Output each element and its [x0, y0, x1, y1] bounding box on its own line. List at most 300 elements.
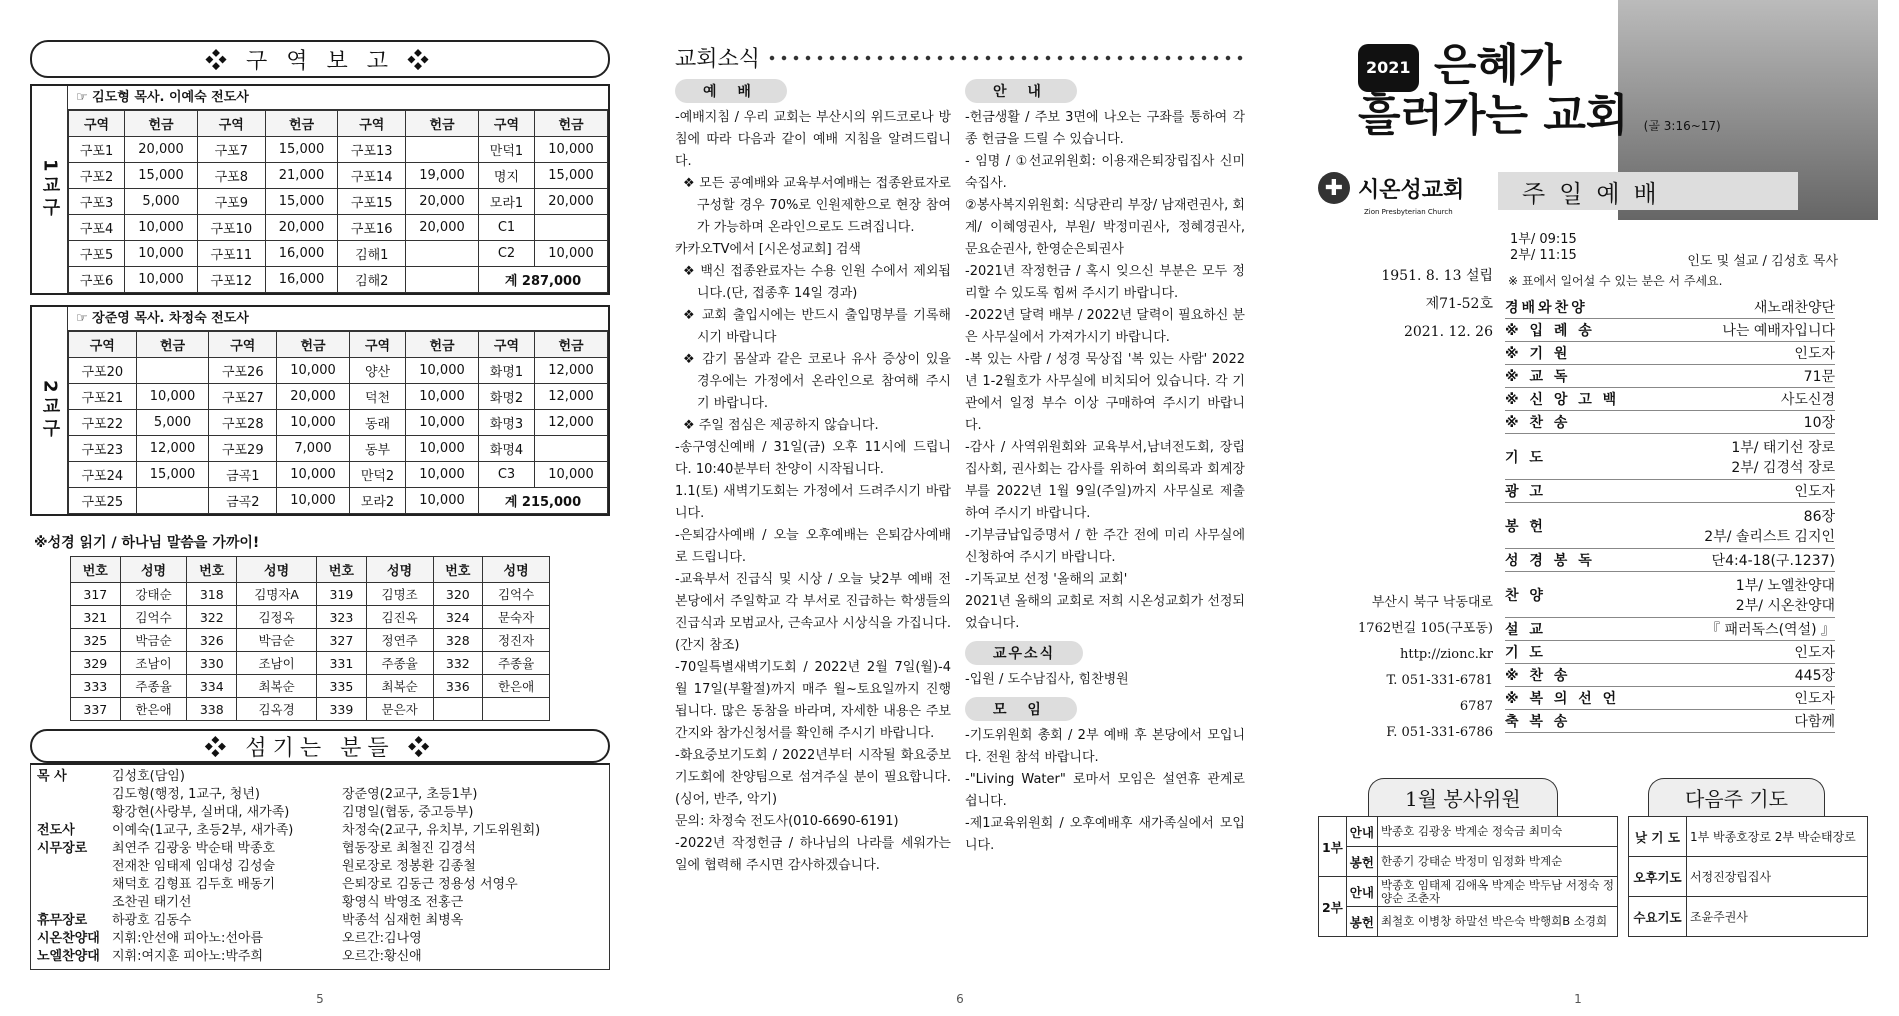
- table-cell: 10,000: [406, 410, 479, 436]
- table-cell: [406, 137, 479, 163]
- table-cell: 금곡1: [209, 462, 277, 488]
- table-cell: 구포3: [69, 189, 125, 215]
- theme-title-line1: 은혜가: [1433, 40, 1562, 91]
- member-news-tag: 교우소식: [965, 641, 1083, 665]
- order-of-service: [1505, 296, 1835, 733]
- table-cell: 319: [317, 583, 367, 606]
- theme-title-line2: 흘러가는 교회: [1358, 90, 1629, 141]
- notice-item: -복 있는 사람 / 성경 묵상집 '복 있는 사람' 2022년 1-2월호가 사무실에 비치되어 있습니다. 각 기관에서 일정 부수 이상 구매하여 주시기 바랍니다.: [965, 352, 1245, 433]
- column-header: 성명: [237, 557, 317, 583]
- table-cell: 한은애: [483, 675, 550, 698]
- worship-notices: [675, 107, 951, 877]
- order-label: 축 복 송: [1505, 714, 1571, 730]
- table-cell: 15,000: [265, 189, 338, 215]
- staff-role: 노엘찬양대: [37, 949, 100, 964]
- table-cell: 안내: [1346, 877, 1377, 907]
- staff-names: 조찬권 태기선: [112, 895, 192, 910]
- table-cell: 구포22: [69, 410, 137, 436]
- order-item: [1505, 480, 1835, 503]
- page-6: [675, 0, 1245, 1016]
- table-cell: 박금순: [120, 629, 187, 652]
- table-row: [69, 241, 608, 267]
- page-number: 6: [956, 992, 964, 1006]
- column-header: 헌금: [277, 332, 350, 358]
- table-cell: 20,000: [265, 215, 338, 241]
- table-cell: 구포27: [209, 384, 277, 410]
- table-row: [1629, 897, 1868, 937]
- table-cell: 336: [433, 675, 483, 698]
- theme-ref: (골 3:16~17): [1643, 119, 1721, 133]
- column-header: 헌금: [535, 111, 608, 137]
- table-cell: [406, 241, 479, 267]
- table-cell: [136, 488, 209, 514]
- table-cell: 안내: [1346, 817, 1377, 847]
- notice-item: -기부금납입증명서 / 한 주간 전에 미리 사무실에 신청하여 주시기 바랍니다.: [965, 528, 1245, 565]
- order-value: 단4:4-18(구.1237): [1711, 553, 1835, 569]
- volunteers-title: 1월 봉사위원: [1368, 778, 1558, 816]
- order-label: 설 교: [1505, 622, 1546, 638]
- table-cell: 12,000: [535, 384, 608, 410]
- notice-item: -제1교육위원회 / 오후예배후 새가족실에서 모입니다.: [965, 816, 1245, 853]
- notice-item: 2021년 올해의 교회로 저희 시온성교회가 선정되었습니다.: [965, 594, 1245, 631]
- table-cell: 12,000: [535, 358, 608, 384]
- table-cell: 한은애: [120, 698, 187, 721]
- table-cell: 조남이: [120, 652, 187, 675]
- notice-item: -2022년 달력 배부 / 2022년 달력이 필요하신 분은 사무실에서 가져가시기 바랍니다.: [965, 308, 1245, 345]
- table-cell: 10,000: [406, 384, 479, 410]
- table-cell: 덕천: [349, 384, 405, 410]
- column-header: 구역: [349, 332, 405, 358]
- order-label: ※ 복 의 선 언: [1505, 691, 1620, 707]
- staff-names: 김도형(행정, 1교구, 청년): [112, 787, 260, 802]
- column-header: 헌금: [265, 111, 338, 137]
- table-cell: 한종기 강태순 박정미 임정화 박계순: [1377, 847, 1617, 877]
- staff-role: 목 사: [37, 769, 67, 784]
- table-cell: 328: [433, 629, 483, 652]
- table-cell: 금곡2: [209, 488, 277, 514]
- table-row: [71, 675, 550, 698]
- column-header: 구역: [69, 332, 137, 358]
- table-cell: 문은자: [366, 698, 433, 721]
- staff-names: 김성호(담임): [112, 769, 185, 784]
- order-item: [1505, 365, 1835, 388]
- staff-names: 이예숙(1교구, 초등2부, 새가족): [112, 823, 294, 838]
- order-item: [1505, 388, 1835, 411]
- reg-no: 제71-52호: [1425, 296, 1493, 312]
- table-cell: [535, 215, 608, 241]
- table-cell: 20,000: [535, 189, 608, 215]
- order-value: 10장: [1803, 415, 1835, 431]
- staff-names-2: 은퇴장로 김동근 정용성 서영우: [342, 877, 518, 892]
- notice-item: -기도위원회 총회 / 2부 예배 후 본당에서 모입니다. 전원 참석 바랍니다.: [965, 728, 1245, 765]
- district-report-banner: ❖ 구 역 보 고 ❖: [30, 40, 610, 78]
- table-cell: 325: [71, 629, 121, 652]
- table-cell: 16,000: [265, 267, 338, 293]
- column-header: 번호: [187, 557, 237, 583]
- table-cell: 만덕2: [349, 462, 405, 488]
- table-cell: [136, 358, 209, 384]
- table-cell: 10,000: [136, 384, 209, 410]
- meetings-notices: [965, 725, 1245, 857]
- staff-role: [37, 804, 112, 822]
- district-2: [30, 305, 610, 516]
- staff-names-2: 황영식 박영조 전홍근: [342, 895, 464, 910]
- order-label: 기 도: [1505, 449, 1546, 466]
- order-item: [1505, 342, 1835, 365]
- table-cell: 주종율: [366, 652, 433, 675]
- table-cell: 박종호 임태제 김애옥 박계순 박두남 서정숙 정양순 조춘자: [1377, 877, 1617, 907]
- table-row: [71, 629, 550, 652]
- table-cell: 조윤주권사: [1686, 897, 1867, 937]
- order-label: 기 도: [1505, 645, 1546, 661]
- page-5: [30, 0, 610, 1016]
- table-cell: 김옥경: [237, 698, 317, 721]
- table-cell: 10,000: [535, 137, 608, 163]
- table-cell: 5,000: [136, 410, 209, 436]
- order-value: 1부/ 노엘찬양대 2부/ 시온찬양대: [1735, 577, 1835, 614]
- member-news: [965, 669, 1245, 691]
- order-item: [1505, 411, 1835, 434]
- column-header: 번호: [317, 557, 367, 583]
- guide-tag: 안 내: [965, 79, 1077, 103]
- table-cell: 김정옥: [237, 606, 317, 629]
- theme-year: 2021: [1358, 44, 1419, 92]
- table-cell: 335: [317, 675, 367, 698]
- column-header: 성명: [483, 557, 550, 583]
- staff-names-2: 장준영(2교구, 초등1부): [342, 787, 478, 802]
- table-cell: 20,000: [406, 189, 479, 215]
- table-cell: 15,000: [265, 137, 338, 163]
- date: 2021. 12. 26: [1403, 324, 1493, 340]
- order-label: 봉 헌: [1505, 518, 1546, 535]
- service-time-1: 1부/ 09:15: [1510, 232, 1577, 247]
- order-item: [1505, 641, 1835, 664]
- bible-reading-table: [70, 556, 550, 721]
- table-cell: 15,000: [136, 462, 209, 488]
- stand-note: ※ 표에서 일어설 수 있는 분은 서 주세요.: [1508, 274, 1723, 288]
- table-cell: 332: [433, 652, 483, 675]
- table-cell: 계 215,000: [478, 488, 607, 514]
- table-cell: 20,000: [277, 384, 350, 410]
- order-value: 나는 예배자입니다: [1722, 323, 1835, 339]
- order-label: ※ 입 례 송: [1505, 323, 1595, 339]
- table-cell: 김해2: [338, 267, 406, 293]
- table-cell: 334: [187, 675, 237, 698]
- table-cell: 구포9: [197, 189, 265, 215]
- table-cell: 15,000: [535, 163, 608, 189]
- table-cell: 10,000: [277, 358, 350, 384]
- staff-role: [37, 876, 112, 894]
- order-item: [1505, 710, 1835, 733]
- table-cell: 화명4: [478, 436, 534, 462]
- order-value: 인도자: [1794, 484, 1835, 500]
- church-news-title: [675, 42, 1245, 73]
- table-cell: 구포29: [209, 436, 277, 462]
- meetings-tag: 모 임: [965, 697, 1077, 721]
- order-value: 86장 2부/ 솔리스트 김지인: [1704, 508, 1835, 545]
- table-cell: 구포21: [69, 384, 137, 410]
- table-cell: 1부: [1319, 817, 1347, 877]
- district-1-label: 1교구: [32, 86, 68, 293]
- staff-row: [37, 858, 603, 876]
- table-row: [69, 189, 608, 215]
- volunteers: [1318, 778, 1618, 937]
- table-cell: 320: [433, 583, 483, 606]
- table-cell: [406, 267, 479, 293]
- table-cell: 김해1: [338, 241, 406, 267]
- table-cell: [483, 698, 550, 721]
- table-cell: 조남이: [237, 652, 317, 675]
- table-cell: 정진자: [483, 629, 550, 652]
- page-number: 1: [1574, 992, 1582, 1006]
- column-header: 구역: [338, 111, 406, 137]
- table-row: [69, 462, 608, 488]
- staff-row: [37, 930, 603, 948]
- table-cell: 최복순: [366, 675, 433, 698]
- order-label: ※ 기 원: [1505, 346, 1571, 362]
- table-cell: 구포28: [209, 410, 277, 436]
- order-label: ※ 찬 송: [1505, 415, 1571, 431]
- staff-role: 전도사: [37, 823, 75, 838]
- table-cell: 321: [71, 606, 121, 629]
- table-cell: 구포8: [197, 163, 265, 189]
- table-row: [69, 488, 608, 514]
- staff-names: 지휘:여지훈 피아노:박주희: [112, 949, 264, 964]
- staff-names: 하광호 김동수: [112, 913, 192, 928]
- staff-row: [37, 948, 603, 966]
- order-item: [1505, 618, 1835, 641]
- table-cell: C3: [478, 462, 534, 488]
- column-header: 구역: [478, 111, 534, 137]
- table-row: [69, 163, 608, 189]
- table-cell: 봉헌: [1346, 907, 1377, 937]
- phone: T. 051-331-6781: [1386, 673, 1493, 688]
- table-row: [69, 215, 608, 241]
- table-row: [1319, 847, 1618, 877]
- table-cell: 서정진장립집사: [1686, 857, 1867, 897]
- table-cell: 정연주: [366, 629, 433, 652]
- table-cell: 338: [187, 698, 237, 721]
- notice-item: 1.1(토) 새벽기도회는 가정에서 드려주시기 바랍니다.: [675, 484, 951, 521]
- notice-item: -70일특별새벽기도회 / 2022년 2월 7일(월)-4월 17일(부활절)까지 매주 월~토요일까지 진행됩니다. 많은 동참을 바라며, 자세한 내용은 주보 간지와 참가신청서를 확인해 주시기 바랍니다.: [675, 660, 951, 741]
- order-item: [1505, 572, 1835, 618]
- column-header: 구역: [69, 111, 125, 137]
- order-label: 경배와찬양: [1505, 300, 1588, 316]
- staff-names-2: 김명일(협동, 중고등부): [342, 805, 474, 820]
- notice-item: -2021년 작정헌금 / 혹시 잊으신 부분은 모두 정리할 수 있도록 힘써 주시기 바랍니다.: [965, 264, 1245, 301]
- staff-role: 시무장로: [37, 841, 88, 856]
- table-cell: 박금순: [237, 629, 317, 652]
- staff-names: 지휘:안선애 피아노:선아름: [112, 931, 264, 946]
- table-row: [71, 583, 550, 606]
- table-row: [1319, 907, 1618, 937]
- order-item: [1505, 549, 1835, 572]
- table-cell: 2부: [1319, 877, 1347, 937]
- worship-tag: 예 배: [675, 79, 787, 103]
- table-cell: 구포1: [69, 137, 125, 163]
- page-number: 5: [316, 992, 324, 1006]
- order-value: 1부/ 태기선 장로 2부/ 김경석 장로: [1731, 439, 1835, 476]
- table-cell: 10,000: [535, 241, 608, 267]
- column-header: 성명: [120, 557, 187, 583]
- table-cell: 19,000: [406, 163, 479, 189]
- table-cell: 구포7: [197, 137, 265, 163]
- table-cell: 331: [317, 652, 367, 675]
- table-cell: 10,000: [125, 267, 198, 293]
- notice-item: -교육부서 진급식 및 시상 / 오늘 낮2부 예배 전 본당에서 주일학교 각 부서로 진급하는 학생들의 진급식과 모범교사, 근속교사 시상식을 가집니다.(간지 참조): [675, 572, 951, 653]
- table-cell: 구포6: [69, 267, 125, 293]
- table-row: [1629, 817, 1868, 857]
- church-en: Zion Presbyterian Church: [1364, 208, 1453, 216]
- table-cell: 구포20: [69, 358, 137, 384]
- order-value: 인도자: [1794, 691, 1835, 707]
- column-header: 헌금: [136, 332, 209, 358]
- district-1-head: ☞ 김도형 목사. 이예숙 전도사: [68, 86, 608, 110]
- cross-icon: ✚: [1318, 172, 1350, 204]
- order-value: 다함께: [1794, 714, 1835, 730]
- table-row: [69, 384, 608, 410]
- column-header: 구역: [209, 332, 277, 358]
- table-cell: 10,000: [406, 488, 479, 514]
- table-cell: 김억수: [483, 583, 550, 606]
- order-value: 새노래찬양단: [1753, 300, 1835, 316]
- staff-names-2: 차정숙(2교구, 유치부, 기도위원회): [342, 823, 541, 838]
- website[interactable]: http://zionc.kr: [1400, 647, 1493, 662]
- table-row: [1629, 857, 1868, 897]
- order-item: [1505, 296, 1835, 319]
- table-cell: 12,000: [136, 436, 209, 462]
- district-2-head: ☞ 장준영 목사. 차정숙 전도사: [68, 307, 608, 331]
- table-cell: 10,000: [277, 462, 350, 488]
- table-cell: 구포14: [338, 163, 406, 189]
- theme-title: [1358, 42, 1721, 150]
- staff-row: [37, 804, 603, 822]
- notice-item: -"Living Water" 로마서 모임은 설연휴 관계로 쉽니다.: [965, 772, 1245, 809]
- table-cell: 21,000: [265, 163, 338, 189]
- table-cell: 10,000: [406, 358, 479, 384]
- staff-names-2: 오르간:황신애: [342, 949, 422, 964]
- table-cell: 강태순: [120, 583, 187, 606]
- table-cell: 봉헌: [1346, 847, 1377, 877]
- district-1-table: [68, 110, 608, 293]
- founded: 1951. 8. 13 설립: [1381, 268, 1493, 284]
- table-row: [69, 436, 608, 462]
- table-cell: 최철호 이병창 하말선 박은숙 박행희B 소경희: [1377, 907, 1617, 937]
- staff-row: [37, 840, 603, 858]
- table-cell: 양산: [349, 358, 405, 384]
- table-cell: 구포5: [69, 241, 125, 267]
- table-cell: 10,000: [277, 410, 350, 436]
- notice-item: -은퇴감사예배 / 오늘 오후예배는 은퇴감사예배로 드립니다.: [675, 528, 951, 565]
- order-value: 인도자: [1794, 346, 1835, 362]
- notice-item: ②봉사복지위원회: 식당관리 부장/ 남재련권사, 회계/ 이혜영권사, 부원/ 박정미권사, 정혜경권사, 문요순권사, 한영순은퇴권사: [965, 198, 1245, 257]
- next-prayer-title: 다음주 기도: [1648, 778, 1825, 816]
- notice-item: -헌금생활 / 주보 3면에 나오는 구좌를 통하여 각종 헌금을 드릴 수 있습니다.: [965, 110, 1245, 147]
- table-cell: 화명3: [478, 410, 534, 436]
- table-cell: 주종율: [483, 652, 550, 675]
- staff-role: 시온찬양대: [37, 931, 100, 946]
- table-cell: 오후기도: [1629, 857, 1687, 897]
- next-prayer: [1628, 778, 1868, 937]
- table-cell: 구포13: [338, 137, 406, 163]
- table-row: [69, 358, 608, 384]
- staff-role: [37, 894, 112, 912]
- table-cell: 326: [187, 629, 237, 652]
- table-cell: 구포16: [338, 215, 406, 241]
- notice-item: -화요중보기도회 / 2022년부터 시작될 화요중보기도회에 찬양팀으로 섬겨주실 분이 필요합니다. (싱어, 반주, 악기): [675, 748, 951, 807]
- order-value: 『 패러독스(역설) 』: [1706, 622, 1835, 638]
- table-row: [71, 652, 550, 675]
- staff-names-2: 원로장로 정봉환 김종철: [342, 859, 476, 874]
- table-cell: 동부: [349, 436, 405, 462]
- table-cell: 만덕1: [478, 137, 534, 163]
- district-2-table: [68, 331, 608, 514]
- column-header: 헌금: [535, 332, 608, 358]
- table-cell: 20,000: [125, 137, 198, 163]
- staff-row: [37, 894, 603, 912]
- table-cell: 10,000: [125, 215, 198, 241]
- table-cell: 동래: [349, 410, 405, 436]
- staff-names: 전재찬 임태제 임대성 김성술: [112, 859, 276, 874]
- table-cell: 20,000: [406, 215, 479, 241]
- volunteers-table: [1318, 816, 1618, 937]
- table-cell: 화명2: [478, 384, 534, 410]
- table-cell: 324: [433, 606, 483, 629]
- table-cell: 김명조: [366, 583, 433, 606]
- table-cell: 구포2: [69, 163, 125, 189]
- table-cell: 10,000: [277, 488, 350, 514]
- table-cell: 317: [71, 583, 121, 606]
- table-cell: 구포25: [69, 488, 137, 514]
- column-header: 구역: [478, 332, 534, 358]
- staff-row: [37, 822, 603, 840]
- table-cell: 318: [187, 583, 237, 606]
- order-label: 광 고: [1505, 484, 1546, 500]
- table-cell: 16,000: [265, 241, 338, 267]
- address-2: 1762번길 105(구포동): [1358, 621, 1493, 636]
- order-item: [1505, 319, 1835, 342]
- table-cell: 15,000: [125, 163, 198, 189]
- district-2-label: 2교구: [32, 307, 68, 514]
- church-name: 시온성교회: [1358, 177, 1465, 203]
- church-news-title-text: 교회소식: [675, 47, 761, 72]
- staff-row: [37, 786, 603, 804]
- table-cell: 구포26: [209, 358, 277, 384]
- order-value: 사도신경: [1780, 392, 1835, 408]
- table-row: [69, 267, 608, 293]
- fax: F. 051-331-6786: [1386, 725, 1493, 740]
- staff-list: [30, 763, 610, 970]
- column-header: 헌금: [406, 332, 479, 358]
- staff-names-2: 오르간:김나영: [342, 931, 422, 946]
- staff-names: 채덕호 김형표 김두호 배동기: [112, 877, 276, 892]
- staff-names-2: 협동장로 최철진 김경석: [342, 841, 476, 856]
- table-cell: 337: [71, 698, 121, 721]
- table-cell: 구포12: [197, 267, 265, 293]
- staff-row: [37, 912, 603, 930]
- church-logo: [1318, 172, 1464, 204]
- leader: 인도 및 설교 / 김성호 목사: [1687, 254, 1838, 269]
- order-item: [1505, 664, 1835, 687]
- table-cell: 김진옥: [366, 606, 433, 629]
- table-cell: [535, 436, 608, 462]
- table-cell: 333: [71, 675, 121, 698]
- notice-item: -송구영신예배 / 31일(금) 오후 11시에 드립니다. 10:40분부터 찬양이 시작됩니다.: [675, 440, 951, 477]
- table-cell: 문숙자: [483, 606, 550, 629]
- order-item: [1505, 503, 1835, 549]
- dots-decoration: [766, 53, 1245, 63]
- notice-item: -2022년 작정헌금 / 하나님의 나라를 세워가는 일에 협력해 주시면 감사하겠습니다.: [675, 836, 951, 873]
